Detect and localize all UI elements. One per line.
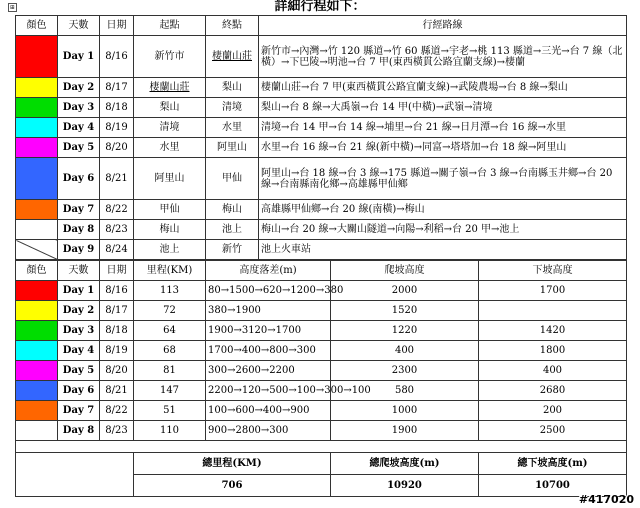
day-cell: Day 1 [58,281,100,301]
day-cell: Day 9 [58,240,100,260]
profile-cell: 380→1900 [206,301,331,321]
table-row [16,200,627,220]
descent-cell: 200 [479,401,627,421]
totals-blank [16,453,134,475]
km-cell: 68 [134,341,206,361]
table-row [16,118,627,138]
km-cell: 147 [134,381,206,401]
date-cell: 8/18 [100,98,134,118]
spacer-row [16,441,627,453]
itinerary-table [15,15,627,260]
start-cell: 水里 [134,138,206,158]
date-cell: 8/23 [100,421,134,441]
date-cell: 8/19 [100,118,134,138]
end-cell: 池上 [206,220,259,240]
day-cell: Day 4 [58,118,100,138]
table-anchor-icon[interactable]: ⊞ [9,4,16,11]
start-cell: 池上 [134,240,206,260]
date-cell: 8/21 [100,158,134,200]
page-title: 詳細行程如下： [274,0,366,14]
date-cell: 8/18 [100,321,134,341]
date-cell: 8/21 [100,381,134,401]
climb-cell: 400 [331,341,479,361]
descent-cell: 1420 [479,321,627,341]
profile-cell: 80→1500→620→1200→380 [206,281,331,301]
date-cell: 8/20 [100,361,134,381]
total-descent-value: 10700 [479,475,627,497]
day-cell: Day 5 [58,138,100,158]
day-cell: Day 7 [58,401,100,421]
start-cell: 梨山 [134,98,206,118]
table-row [16,301,627,321]
descent-cell: 2680 [479,381,627,401]
route-cell: 梨山→台 8 線→大禹嶺→台 14 甲(中橫)→武嶺→清境 [259,98,627,118]
route-cell: 新竹市→內灣→竹 120 縣道→竹 60 縣道→宇老→桃 113 縣道→三光→台 7 線（北橫）→下巴陵→明池→台 7 甲(東西橫貫公路宜蘭支線)→棲蘭 [259,36,627,78]
date-cell: 8/17 [100,78,134,98]
color-swatch [16,98,58,118]
date-cell: 8/16 [100,281,134,301]
color-swatch [16,341,58,361]
color-swatch [16,421,58,441]
color-swatch [16,401,58,421]
descent-cell: 1700 [479,281,627,301]
date-cell: 8/22 [100,200,134,220]
date-cell: 8/22 [100,401,134,421]
climb-cell: 1520 [331,301,479,321]
color-swatch [16,381,58,401]
end-cell: 甲仙 [206,158,259,200]
date-cell: 8/19 [100,341,134,361]
spacer-cell [16,441,627,453]
start-cell: 梅山 [134,220,206,240]
km-cell: 72 [134,301,206,321]
route-cell: 阿里山→台 18 線→台 3 線→175 縣道→關子嶺→台 3 線→台南縣玉井鄉→台 20 線→台南縣南化鄉→高雄縣甲仙鄉 [259,158,627,200]
climb-cell: 2300 [331,361,479,381]
date-cell: 8/20 [100,138,134,158]
date-cell: 8/23 [100,220,134,240]
table-row [16,36,627,78]
totals-blank [16,475,134,497]
color-swatch [16,361,58,381]
table-row [16,361,627,381]
itinerary-header-row [16,16,627,36]
km-cell: 110 [134,421,206,441]
header-date: 日期 [100,16,134,36]
day-cell: Day 7 [58,200,100,220]
header-color: 顏色 [16,16,58,36]
climb-cell: 1220 [331,321,479,341]
color-swatch [16,138,58,158]
header-climb: 爬坡高度 [331,261,479,281]
route-cell: 棲蘭山莊→台 7 甲(東西橫貫公路宜蘭支線)→武陵農場→台 8 線→梨山 [259,78,627,98]
start-cell: 新竹市 [134,36,206,78]
day-cell: Day 3 [58,321,100,341]
table-row [16,421,627,441]
start-cell: 棲蘭山莊 [134,78,206,98]
end-cell: 阿里山 [206,138,259,158]
date-cell: 8/16 [100,36,134,78]
end-cell: 新竹 [206,240,259,260]
climb-cell: 1000 [331,401,479,421]
color-swatch [16,36,58,78]
header-end: 終點 [206,16,259,36]
total-km-value: 706 [134,475,331,497]
color-swatch [16,118,58,138]
diagonal-cell [16,240,58,260]
watermark: #417020 [578,493,634,506]
descent-cell [479,301,627,321]
profile-cell: 1900→3120→1700 [206,321,331,341]
day-cell: Day 4 [58,341,100,361]
climb-cell: 1900 [331,421,479,441]
header-route: 行經路線 [259,16,627,36]
table-row [16,281,627,301]
profile-cell: 100→600→400→900 [206,401,331,421]
color-swatch [16,78,58,98]
profile-cell: 2200→120→500→100→300→100 [206,381,331,401]
end-cell: 清境 [206,98,259,118]
day-cell: Day 5 [58,361,100,381]
route-cell: 清境→台 14 甲→台 14 線→埔里→台 21 線→日月潭→台 16 線→水里 [259,118,627,138]
day-cell: Day 2 [58,301,100,321]
route-cell: 水里→台 16 線→台 21 線(新中橫)→同富→塔塔加→台 18 線→阿里山 [259,138,627,158]
day-cell: Day 1 [58,36,100,78]
km-cell: 113 [134,281,206,301]
profile-cell: 300→2600→2200 [206,361,331,381]
descent-cell: 2500 [479,421,627,441]
total-descent-label: 總下坡高度(m) [479,453,627,475]
color-swatch [16,200,58,220]
km-cell: 51 [134,401,206,421]
day-cell: Day 8 [58,421,100,441]
day-cell: Day 3 [58,98,100,118]
total-climb-label: 總爬坡高度(m) [331,453,479,475]
route-cell: 梅山→台 20 線→大關山隧道→向陽→利稻→台 20 甲→池上 [259,220,627,240]
start-cell: 甲仙 [134,200,206,220]
table-row [16,98,627,118]
table-row [16,381,627,401]
day-cell: Day 2 [58,78,100,98]
table-row [16,78,627,98]
header-km: 里程(KM) [134,261,206,281]
descent-cell: 1800 [479,341,627,361]
start-cell: 阿里山 [134,158,206,200]
header-day: 天數 [58,261,100,281]
total-km-label: 總里程(KM) [134,453,331,475]
start-cell: 清境 [134,118,206,138]
color-swatch [16,220,58,240]
end-cell: 棲蘭山莊 [206,36,259,78]
header-color: 顏色 [16,261,58,281]
end-cell: 梨山 [206,78,259,98]
day-cell: Day 6 [58,381,100,401]
table-row [16,321,627,341]
color-swatch [16,158,58,200]
end-cell: 梅山 [206,200,259,220]
totals-label-row [16,453,627,475]
km-cell: 81 [134,361,206,381]
climb-cell: 580 [331,381,479,401]
day-cell: Day 8 [58,220,100,240]
color-swatch [16,321,58,341]
elevation-header-row [16,261,627,281]
header-day: 天數 [58,16,100,36]
descent-cell: 400 [479,361,627,381]
date-cell: 8/24 [100,240,134,260]
day-cell: Day 6 [58,158,100,200]
header-start: 起點 [134,16,206,36]
total-climb-value: 10920 [331,475,479,497]
date-cell: 8/17 [100,301,134,321]
route-cell: 池上火車站 [259,240,627,260]
km-cell: 64 [134,321,206,341]
totals-value-row [16,475,627,497]
table-row [16,158,627,200]
table-row [16,138,627,158]
header-profile: 高度落差(m) [206,261,331,281]
color-swatch [16,281,58,301]
table-row [16,341,627,361]
table-row [16,401,627,421]
climb-cell: 2000 [331,281,479,301]
header-date: 日期 [100,261,134,281]
table-row [16,240,627,260]
end-cell: 水里 [206,118,259,138]
elevation-table [15,260,627,497]
header-descent: 下坡高度 [479,261,627,281]
route-cell: 高雄縣甲仙鄉→台 20 線(南橫)→梅山 [259,200,627,220]
profile-cell: 1700→400→800→300 [206,341,331,361]
profile-cell: 900→2800→300 [206,421,331,441]
table-row [16,220,627,240]
color-swatch [16,301,58,321]
